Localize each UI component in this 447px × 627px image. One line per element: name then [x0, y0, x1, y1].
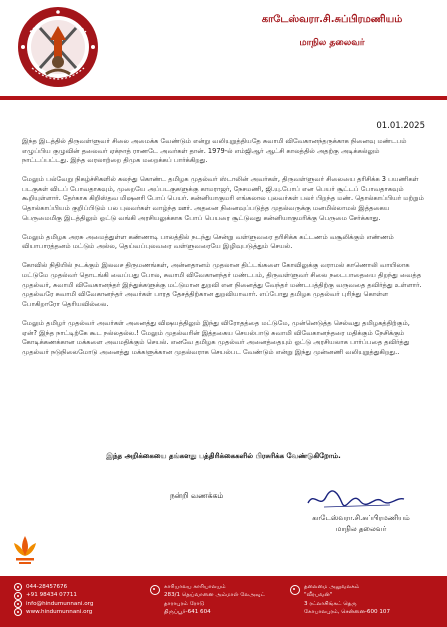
phone-number: 044-28457676 [26, 584, 68, 590]
hq-address [304, 583, 390, 617]
leader-role: மாநில தலைவர் [299, 38, 365, 48]
letter-date: 01.01.2025 [376, 121, 425, 131]
paragraph-4: கோவில் நிதியில் நடக்கும் இலவச திருமணங்கள், அன்னதானம் முதலான திட்டங்களை கோவிலுக்கு வராமல் காணொலி வாயிலாக மட்டுமே முதல்வர் தொடங்கி வைப்பது போல, சுவாமி விவேகானந்தர் மண்டபம், திருவள்ளுவர் சிலை நடைபாதையை திறந்து வைத்த முதல்வர், சுவாமி விவேகானந்தர் இந்துக்களுக்கு மட்டுமான துறவி என நினைத்து வேந்தர் மண்டபத்திற்கு வருவதை தவிர்த்து உள்ளார். முதல்வரே சுவாமி விவேகானந்தர் அவர்கள் பாரத தேசத்திற்கான துறவியாவார். எப்போது தமிழக முதல்வர் புரிந்து கொள்ள போகிறாரோ தெரியவில்லை. [22, 261, 422, 308]
hq-address-row [290, 583, 390, 617]
office-title: காரியாலய காரியாலயம் [164, 584, 226, 590]
signatory-name: காடேஸ்வரா.சி.சுப்பிரமணியம் [312, 514, 410, 522]
email-address[interactable]: info@hindumunnani.org [26, 600, 94, 607]
phone-icon [14, 583, 22, 591]
office-line-1: 283/1 தெய்வானை அம்மாள் லேஅவுட் [164, 592, 266, 599]
letter-body [22, 137, 425, 367]
email-row [14, 600, 93, 608]
paragraph-3: மேலும் தமிழக அரசு அமைத்துள்ள கண்ணாடி பாலத்தில் நடந்து சென்று வள்ளுவரை தரிசிக்க கட்டணம் வசூலிக்கும் எண்ணம் வியாபாரத்தனம் மட்டும் அல்ல, தெய்வப்புலவரை வள்ளுவரையே இழிவுபடுத்தும் செயல். [22, 232, 394, 251]
leader-name-block [232, 14, 432, 49]
press-request-line: இந்த அறிக்கையை தங்களது பத்திரிக்கைகளில் பிரசுரிக்க வேண்டுகிறோம். [106, 452, 341, 460]
hq-title: தலைமை அலுவலகம் [304, 584, 360, 590]
footer-contact-column [14, 583, 93, 617]
thanks-greeting: நன்றி வணக்கம் [170, 491, 224, 500]
office-address-row [150, 583, 265, 617]
office-line-2: தாராபுரம் ரோடு [164, 600, 205, 607]
lotus-icon [12, 534, 38, 566]
hindu-munnani-logo [10, 4, 106, 90]
hq-line-1: "வீரபவன்" [304, 592, 333, 599]
hq-line-3: கோபாலபுரம், சென்னை-600 107 [304, 609, 391, 616]
mobile-row [14, 591, 93, 599]
website-link[interactable]: www.hindumunnani.org [26, 609, 93, 616]
hq-line-2: 3 ரட்லாசிங்கட் தெரு [304, 600, 357, 607]
location-pin-icon [150, 585, 160, 595]
email-icon [14, 600, 22, 608]
mobile-icon [14, 592, 22, 600]
letterhead-footer [0, 576, 447, 627]
leader-name: காடேஸ்வரா.சி.சுப்பிரமணியம் [261, 14, 403, 25]
signatory-role: மாநில தலைவர் [335, 525, 387, 533]
phone-row [14, 583, 93, 591]
mobile-number: +91 98434 07711 [26, 592, 77, 599]
globe-icon [14, 608, 22, 616]
paragraph-2: மேலும் பல்வேறு நிகழ்ச்சிகளில் கலந்து கொண்ட தமிழக முதல்வர் ஸ்டாலின் அவர்கள், திருவள்ளுவர் சிலையை தரிசிக்க 3 பயணிகள் படகுகள் விடப் போவதாகவும், முறையே அப்படகுகளுக்கு காமராஜர், நேசமணி, ஜி.யு.போப் என பெயர் சூட்டப் போவதாகவும் கூறியுள்ளார். தேர்காக கிறிஸ்தவ மிஷனரி போப் பெயர். கன்னியாகுமரி எங்கலால புலவர்கள் பலர் பிறந்த மண். தொல்காப்பியர் மற்றும் தொல்காப்பியம் குறிப்பிடும் பல புலவர்கள் வாழ்ந்த ஊர். அதனை நினைவுப்படுத்த முதல்வருக்கு மனமில்லாமல் இத்தகைய பெருமைமிகு இடத்திலும் ஓட்டு வங்கி அரசியலுக்காக போப் பெயரை சூட்டுவது கன்னியாகுமரிக்கு பெருமை சேர்க்காது. [22, 175, 424, 222]
office-address [164, 583, 265, 617]
handwritten-signature [304, 487, 408, 511]
footer-office-column [150, 583, 265, 617]
header-divider [0, 96, 447, 100]
paragraph-5: மேலும் தமிழர் முதல்வர் அவர்கள் அனைத்து விஷயத்திலும் இந்து விரோதத்தை மட்டுமே, முன்னெடுத்த செல்வது தமிழகத்திற்கும், ஏன்? இந்த நாட்டிற்கே கூட நல்லதல்ல.! மேலும் முதல்வரின் இத்தகைய செயல்பாடு சுவாமி விவேகானந்தரை மதிக்கும் நேசிக்கும் கோடிக்கணக்கான மக்களை அவமதிக்கும் செயல். எனவே தமிழக முதல்வர் அனைத்தையும் ஓட்டு அரசியலாக பார்ப்பதை தவிர்த்து முதல்வர் நடுநிலைமோடு அனைத்து மக்களுக்கான முதல்வராக செயல்பட வேண்டும் என்று இந்து முன்னணி வலியுறுத்துகிறது.. [22, 318, 410, 356]
office-line-3: திருப்பூர்-641 604 [164, 609, 211, 616]
letterhead-header [0, 0, 447, 100]
paragraph-1: இந்த இடத்தில் திருவள்ளுவர் சிலை அமைக்க வேண்டும் என்று வலியுறுத்தியதே சுவாமி விவேகானந்தருக்காக நினைவு மண்டபம் எழுப்பிய குழுவின் தலைவர் ஏக்நாத் ராணடே அவர்கள் தான். 1979-ல் எம்ஜிஆர் ஆட்சி காலத்தில் அதற்கு அடிக்கல்லும் நாட்டப்பட்டது. இந்த வரலாற்றை திமுக மறைக்கப் பார்க்கிறது. [22, 137, 407, 165]
web-row [14, 608, 93, 616]
location-pin-icon [290, 585, 300, 595]
footer-hq-column [290, 583, 390, 617]
